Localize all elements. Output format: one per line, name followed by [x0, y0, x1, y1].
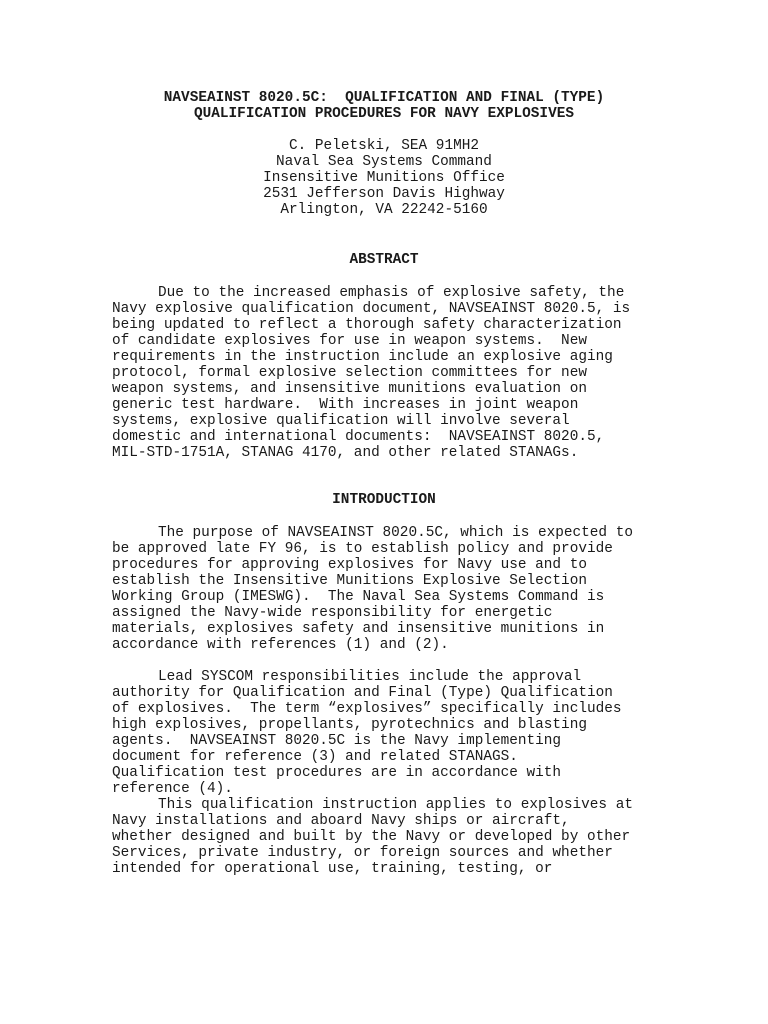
paragraph-line: This qualification instruction applies to explosives at: [158, 797, 633, 813]
abstract-line: being updated to reflect a thorough safety characterization: [112, 317, 622, 333]
title-line-2: QUALIFICATION PROCEDURES FOR NAVY EXPLOSIVES: [194, 106, 574, 122]
author-street: 2531 Jefferson Davis Highway: [263, 186, 505, 202]
abstract-line: of candidate explosives for use in weapon systems. New: [112, 333, 587, 349]
abstract-line: MIL-STD-1751A, STANAG 4170, and other related STANAGs.: [112, 445, 579, 461]
author-name: C. Peletski, SEA 91MH2: [289, 138, 479, 154]
paragraph-line: Lead SYSCOM responsibilities include the approval: [158, 669, 582, 685]
paragraph-line: assigned the Navy-wide responsibility for energetic: [112, 605, 553, 621]
paragraph-line: The purpose of NAVSEAINST 8020.5C, which is expected to: [158, 525, 633, 541]
paragraph-line: document for reference (3) and related STANAGS.: [112, 749, 518, 765]
paragraph-line: procedures for approving explosives for Navy use and to: [112, 557, 587, 573]
author-organization: Naval Sea Systems Command: [276, 154, 492, 170]
paragraph-line: intended for operational use, training, testing, or: [112, 861, 553, 877]
abstract-line: generic test hardware. With increases in joint weapon: [112, 397, 579, 413]
abstract-line: systems, explosive qualification will involve several: [112, 413, 570, 429]
abstract-heading: ABSTRACT: [349, 252, 419, 268]
paragraph-line: establish the Insensitive Munitions Explosive Selection: [112, 573, 587, 589]
introduction-paragraph-3: [112, 797, 712, 877]
abstract-line: weapon systems, and insensitive munitions evaluation on: [112, 381, 587, 397]
introduction-heading: INTRODUCTION: [332, 492, 436, 508]
abstract-line: domestic and international documents: NAVSEAINST 8020.5,: [112, 429, 605, 445]
paragraph-line: authority for Qualification and Final (Type) Qualification: [112, 685, 613, 701]
title-line-1: NAVSEAINST 8020.5C: QUALIFICATION AND FINAL (TYPE): [163, 90, 605, 106]
paragraph-line: high explosives, propellants, pyrotechnics and blasting: [112, 717, 587, 733]
author-city: Arlington, VA 22242-5160: [280, 202, 488, 218]
paragraph-line: whether designed and built by the Navy or developed by other: [112, 829, 631, 845]
author-block: [0, 138, 768, 218]
introduction-paragraph-2: [112, 669, 712, 797]
abstract-line: Navy explosive qualification document, NAVSEAINST 8020.5, is: [112, 301, 631, 317]
paragraph-line: Navy installations and aboard Navy ships or aircraft,: [112, 813, 570, 829]
paragraph-line: of explosives. The term “explosives” specifically includes: [112, 701, 622, 717]
paragraph-line: agents. NAVSEAINST 8020.5C is the Navy implementing: [112, 733, 562, 749]
paragraph-line: accordance with references (1) and (2).: [112, 637, 449, 653]
paragraph-line: be approved late FY 96, is to establish policy and provide: [112, 541, 613, 557]
paragraph-line: Services, private industry, or foreign sources and whether: [112, 845, 613, 861]
abstract-line: Due to the increased emphasis of explosive safety, the: [158, 285, 625, 301]
paragraph-line: Qualification test procedures are in accordance with: [112, 765, 562, 781]
paragraph-line: Working Group (IMESWG). The Naval Sea Systems Command is: [112, 589, 605, 605]
introduction-paragraph-1: [112, 525, 712, 653]
abstract-paragraph: [112, 285, 712, 461]
author-office: Insensitive Munitions Office: [263, 170, 505, 186]
paragraph-line: materials, explosives safety and insensitive munitions in: [112, 621, 605, 637]
abstract-line: protocol, formal explosive selection committees for new: [112, 365, 587, 381]
abstract-line: requirements in the instruction include an explosive aging: [112, 349, 613, 365]
document-title: [0, 90, 768, 122]
paragraph-line: reference (4).: [112, 781, 233, 797]
